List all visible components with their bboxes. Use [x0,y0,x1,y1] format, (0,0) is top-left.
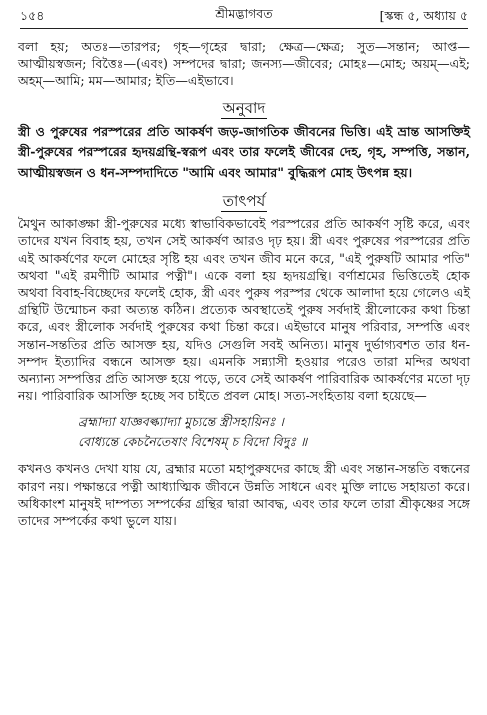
book-page [18,4,470,528]
verse-line-2: বোধ্যন্তে কেচনৈতেষাং বিশেষম্ চ বিদো বিদুঃ ॥ [78,434,308,450]
translation-heading [18,98,470,118]
purport-paragraph-1: মৈথুন আকাঙ্ক্ষা স্ত্রী-পুরুষের মধ্যে স্বাভাবিকভাবেই পরস্পরের প্রতি আকর্ষণ সৃষ্টি করে, এবং তাদের যখন বিবাহ হয়, তখন সেই আকর্ষণ আরও দৃঢ় হয়। স্ত্রী এবং পুরুষের পরস্পরের প্রতি এই আকর্ষণের ফলে মোহের সৃষ্টি হয় এবং তখন জীব মনে করে, "এই পুরুষটি আমার পতি" অথবা "এই রমণীটি আমার পত্নী"। একে বলা হয় হৃদয়গ্রন্থি। বর্ণাশ্রমের ভিত্তিতেই হোক অথবা বিবাহ-বিচ্ছেদের ফলেই হোক, স্ত্রী এবং পুরুষ পরস্পর থেকে আলাদা হয়ে গেলেও এই গ্রন্থিটি উন্মোচন করা অত্যন্ত কঠিন। প্রত্যেক অবস্থাতেই পুরুষ সর্বদাই স্ত্রীলোকের কথা চিন্তা করে, এবং স্ত্রীলোক সর্বদাই পুরুষের কথা চিন্তা করে। এইভাবে মানুষ পরিবার, সম্পত্তি এবং সন্তান-সন্ততির প্রতি আসক্ত হয়, যদিও সেগুলি সবই অনিত্য। মানুষ দুর্ভাগ্যবশত তার ধন-সম্পদ ইত্যাদির বন্ধনে আসক্ত হয়। এমনকি সন্ন্যাসী হওয়ার পরেও তারা মন্দির অথবা অন্যান্য সম্পত্তির প্রতি আসক্ত হয়ে পড়ে, তবে সেই আকর্ষণ পারিবারিক আকর্ষণের মতো দৃঢ় নয়। পারিবারিক আসক্তি হচ্ছে সব চাইতে প্রবল মোহ। সত্য-সংহিতায় বলা হয়েছে— [18,216,470,404]
page-body [18,38,470,529]
chapter-reference: [স্কন্ধ ৫, অধ্যায় ৫ [379,8,468,23]
sanskrit-verse [18,412,470,452]
translation-text: স্ত্রী ও পুরুষের পরস্পরের প্রতি আকর্ষণ জড়-জাগতিক জীবনের ভিত্তি। এই ভ্রান্ত আসক্তিই স্ত্রী-পুরুষের পরস্পরের হৃদয়গ্রন্থি-স্বরূপ এবং তার ফলেই জীবের দেহ, গৃহ, সম্পত্তি, সন্তান, আত্মীয়স্বজন ও ধন-সম্পদাদিতে "আমি এবং আমার" বুদ্ধিরূপ মোহ উৎপন্ন হয়। [18,123,470,180]
purport-heading [18,191,470,211]
purport-heading-text: তাৎপর্য [222,192,266,211]
book-title: শ্রীমদ্ভাগবত [215,6,273,21]
purport-paragraph-2: কখনও কখনও দেখা যায় যে, ব্রহ্মার মতো মহাপুরুষদের কাছে স্ত্রী এবং সন্তান-সন্ততি বন্ধনের কারণ নয়। পক্ষান্তরে পত্নী আধ্যাত্মিক জীবনে উন্নতি সাধনে এবং মুক্তি লাভে সহায়তা করে। অধিকাংশ মানুষই দাম্পত্য সম্পর্কের গ্রন্থির দ্বারা আবদ্ধ, এবং তার ফলে তারা শ্রীকৃষ্ণের সঙ্গে তাদের সম্পর্কের কথা ভুলে যায়। [18,461,470,528]
page-header [18,4,470,26]
page-number: ১৫৪ [20,8,45,23]
header-divider [20,28,468,29]
synonyms-paragraph: বলা হয়; অতঃ—তারপর; গৃহ—গৃহের দ্বারা; ক্ষেত্র—ক্ষেত্র; সুত—সন্তান; আপ্ত—আত্মীয়স্বজন; বিত্তৈঃ—(এবং) সম্পদের দ্বারা; জনস্য—জীবের; মোহঃ—মোহ; অয়ম্—এই; অহম্—আমি; মম—আমার; ইতি—এইভাবে। [18,39,470,89]
translation-heading-text: অনুবাদ [222,98,266,117]
verse-line-1: ব্রহ্মাদ্যা যাজ্ঞবল্ক্যাদ্যা মুচ্যন্তে স্ত্রীসহায়িনঃ । [78,414,284,430]
